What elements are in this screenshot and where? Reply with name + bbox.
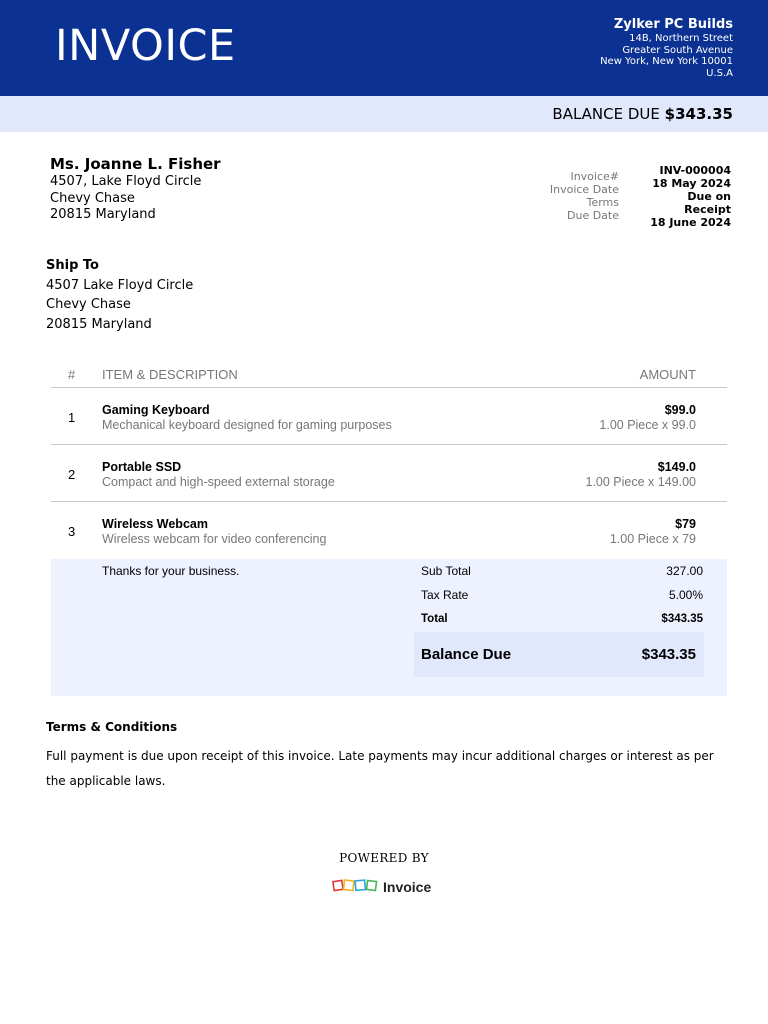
item-name: Portable SSD [102,460,182,474]
tax-label: Tax Rate [421,588,469,602]
table-row [51,388,727,445]
terms-body: Full payment is due upon receipt of this invoice. Late payments may incur additional charges or interest as per the applicable laws. [46,749,714,788]
meta-label-terms: Terms [586,196,619,209]
zoho-logo-icon [332,876,378,898]
invoice-meta [550,164,731,229]
ship-to [46,256,193,334]
meta-label-invoice-date: Invoice Date [549,183,619,196]
total-label: Total [421,613,448,625]
meta-label-invoice-number: Invoice# [570,170,619,183]
item-quantity: 1.00 Piece x 79 [609,532,696,546]
meta-due-date: 18 June 2024 [650,216,731,229]
balance-due-box-label: Balance Due [421,646,512,663]
item-description: Mechanical keyboard designed for gaming purposes [102,418,392,432]
item-number: 1 [68,410,76,425]
item-quantity: 1.00 Piece x 149.00 [585,475,696,489]
subtotal-value: 327.00 [666,564,703,578]
meta-invoice-date: 18 May 2024 [652,177,731,190]
company-address-line1: 14B, Northern Street [629,33,733,44]
thank-you-note: Thanks for your business. [102,564,240,578]
items-table [51,362,727,559]
balance-due-summary [552,105,733,123]
ship-to-line3: 20815 Maryland [46,316,152,332]
meta-terms-line2: Receipt [684,203,731,216]
terms-and-conditions [46,718,736,794]
table-row [51,445,727,502]
invoice-meta-labels [550,164,619,229]
item-number: 2 [68,467,76,482]
subtotal-label: Sub Total [421,564,471,578]
item-amount: $79 [675,517,696,531]
terms-heading: Terms & Conditions [46,720,178,734]
ship-to-line2: Chevy Chase [46,297,131,312]
company-name: Zylker PC Builds [613,17,733,32]
meta-invoice-number: INV-000004 [659,164,731,177]
company-address-line3: New York, New York 10001 [600,56,733,67]
balance-due-bar [0,96,768,132]
meta-label-due-date: Due Date [567,209,619,222]
tax-value: 5.00% [668,588,703,602]
invoice-header [0,0,768,96]
ship-to-heading: Ship To [46,258,99,273]
item-description: Wireless webcam for video conferencing [102,532,327,546]
company-address-line4: U.S.A [706,67,733,79]
invoice-title: INVOICE [55,21,236,71]
customer-name: Ms. Joanne L. Fisher [50,155,221,173]
item-amount: $149.0 [657,460,696,474]
balance-due-box-value: $343.35 [641,646,696,663]
balance-due-amount: $343.35 [664,105,733,123]
balance-due-box [414,632,704,677]
bill-to [50,155,221,224]
ship-to-line1: 4507 Lake Floyd Circle [46,277,194,293]
item-number: 3 [68,524,76,539]
brand-word: Invoice [383,879,432,895]
zoho-invoice-brand [332,876,431,898]
total-value: $343.35 [661,613,703,625]
powered-by-label: POWERED BY [339,851,429,865]
header-item-description: ITEM & DESCRIPTION [102,367,238,382]
totals-section [51,559,727,696]
company-info [600,16,733,79]
items-table-header [51,362,727,388]
header-number: # [68,367,76,382]
company-address-line2: Greater South Avenue [622,44,733,56]
table-row [51,502,727,559]
balance-due-label: BALANCE DUE [552,105,660,123]
meta-terms-line1: Due on [687,190,731,203]
item-description: Compact and high-speed external storage [102,475,335,489]
customer-address-line3: 20815 Maryland [50,207,156,222]
header-amount: AMOUNT [639,367,696,382]
customer-address-line1: 4507, Lake Floyd Circle [50,174,202,189]
customer-address-line2: Chevy Chase [50,190,135,206]
item-quantity: 1.00 Piece x 99.0 [599,418,696,432]
item-name: Gaming Keyboard [102,403,210,417]
item-amount: $99.0 [664,403,696,417]
item-name: Wireless Webcam [102,517,208,531]
invoice-meta-values [641,164,731,229]
